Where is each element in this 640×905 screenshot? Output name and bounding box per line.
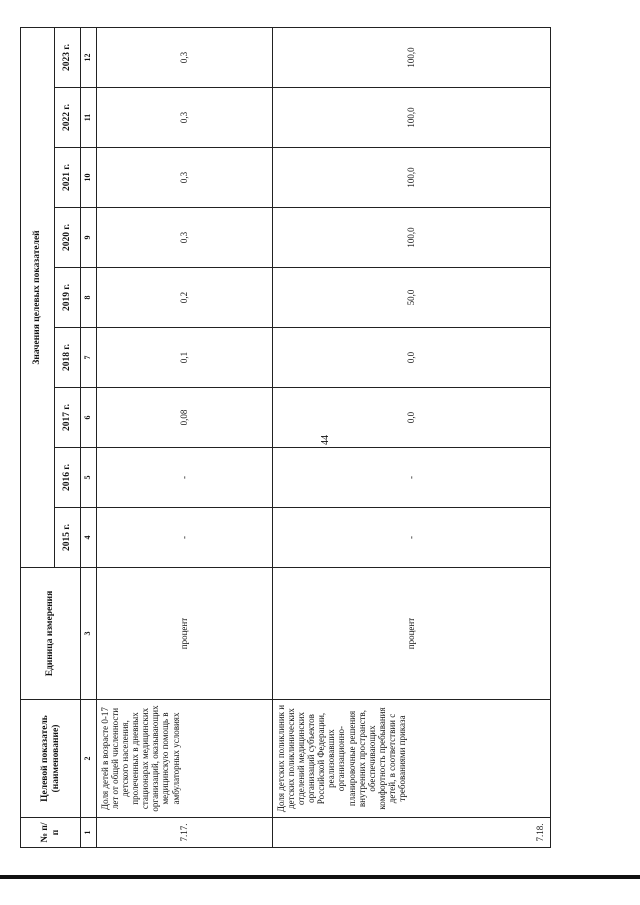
value-cell: 0,0 [273,328,551,388]
page-number: 44 [320,435,331,445]
header-year: 2018 г. [55,328,81,388]
value-cell: - [97,508,273,568]
header-year: 2020 г. [55,208,81,268]
value-cell: 0,2 [97,268,273,328]
unit-cell: процент [97,568,273,700]
row-number: 7.17. [97,818,273,848]
value-cell: 100,0 [273,208,551,268]
column-number: 6 [81,388,97,448]
header-unit: Единица измерения [21,568,81,700]
bottom-rule [0,875,640,879]
value-cell: 0,1 [97,328,273,388]
header-year: 2015 г. [55,508,81,568]
header-name: Целевой показатель (наименование) [21,700,81,818]
value-cell: - [97,448,273,508]
column-number: 2 [81,700,97,818]
header-year: 2017 г. [55,388,81,448]
value-cell: - [273,508,551,568]
column-number: 8 [81,268,97,328]
rotated-table-container [20,28,550,848]
column-number: 9 [81,208,97,268]
value-cell: 0,0 [273,388,551,448]
table-row [273,27,551,847]
header-num: № п/п [21,818,81,848]
value-cell: 0,3 [97,88,273,148]
value-cell: 100,0 [273,88,551,148]
column-number: 4 [81,508,97,568]
value-cell: 0,08 [97,388,273,448]
table-row [97,27,273,847]
column-number: 7 [81,328,97,388]
column-number: 10 [81,148,97,208]
column-number: 3 [81,568,97,700]
unit-cell: процент [273,568,551,700]
column-number: 5 [81,448,97,508]
value-cell: 100,0 [273,27,551,87]
column-numbers-row [81,27,97,847]
value-cell: 0,3 [97,148,273,208]
header-values-group: Значения целевых показателей [21,27,55,567]
header-year: 2019 г. [55,268,81,328]
row-number: 7.18. [273,818,551,848]
value-cell: - [273,448,551,508]
header-year: 2022 г. [55,88,81,148]
header-year: 2021 г. [55,148,81,208]
indicator-name: Доля детей в возрасте 0-17 лет от общей численности детского населения, пролеченных в дневных стационарах медицинских организаций, оказывающих медицинскую помощь в амбулаторных условиях [97,700,273,818]
value-cell: 0,3 [97,27,273,87]
value-cell: 0,3 [97,208,273,268]
header-year: 2016 г. [55,448,81,508]
header-row-group [21,27,55,847]
value-cell: 100,0 [273,148,551,208]
target-indicators-table [20,27,551,848]
column-number: 1 [81,818,97,848]
header-year: 2023 г. [55,27,81,87]
value-cell: 50,0 [273,268,551,328]
indicator-name: Доля детских поликлиник и детских поликлинических отделений медицинских организаций субъектов Российской Федерации, реализовавших организационно-планировочные решения внутренних пространств, обеспечивающих комфортность пребывания детей, в соответствии с требованиями приказа [273,700,551,818]
column-number: 11 [81,88,97,148]
column-number: 12 [81,27,97,87]
